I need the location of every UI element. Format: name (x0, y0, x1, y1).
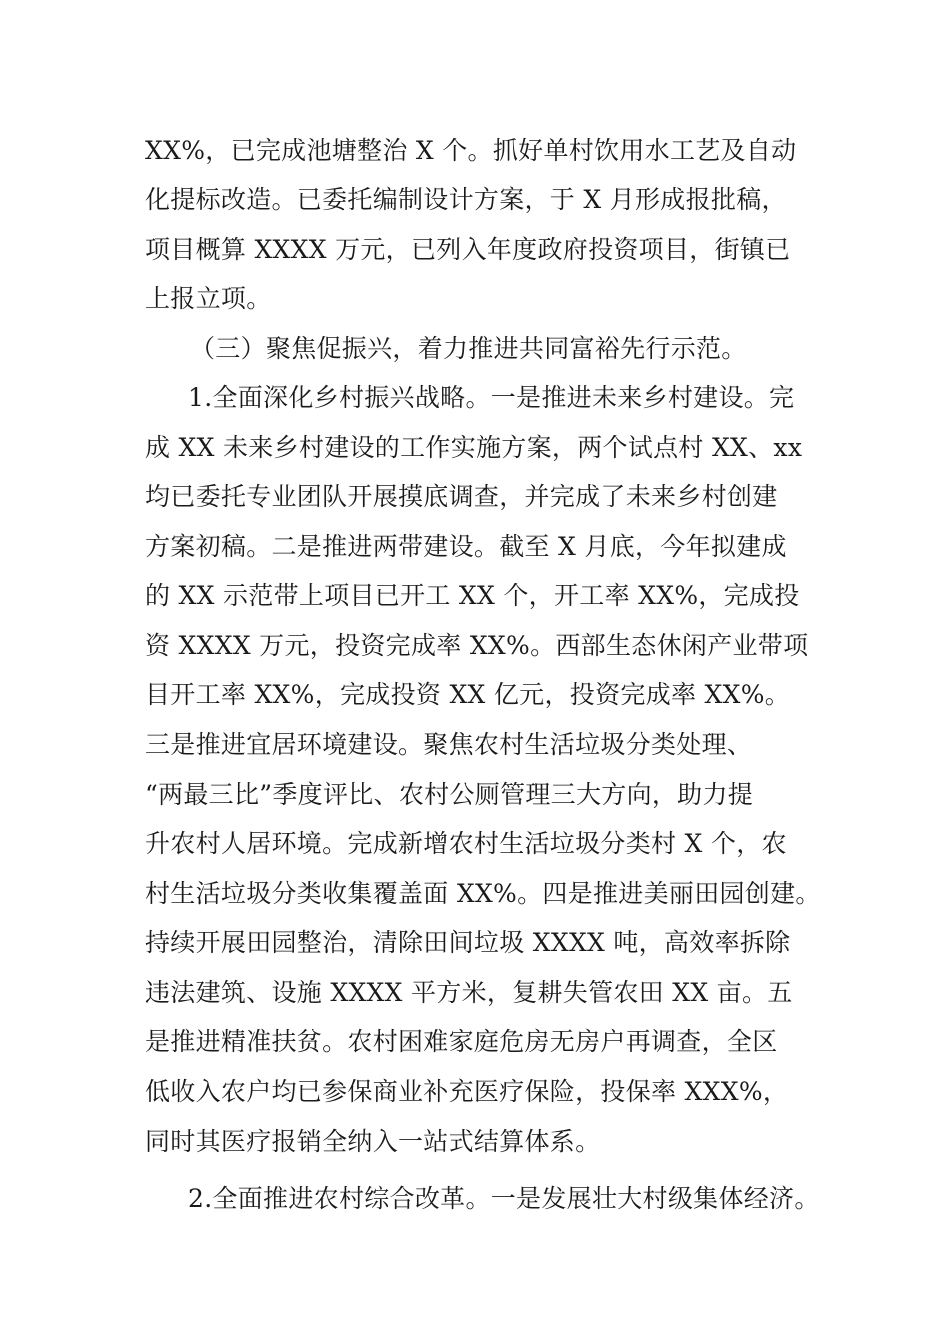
text-line: 持续开展田园整治，清除田间垃圾 XXXX 吨，高效率拆除 (145, 928, 791, 957)
text-line: 违法建筑、设施 XXXX 平方米，复耕失管农田 XX 亩。五 (145, 978, 793, 1007)
text-line: 成 XX 未来乡村建设的工作实施方案，两个试点村 XX、xx (145, 433, 803, 462)
text-line: 均已委托专业团队开展摸底调查，并完成了未来乡村创建 (145, 482, 778, 511)
text-line: “两最三比”季度评比、农村公厕管理三大方向，助力提 (145, 780, 754, 809)
text-line: 目开工率 XX%，完成投资 XX 亿元，投资完成率 XX%。 (145, 680, 791, 709)
text-line: XX%，已完成池塘整治 X 个。抓好单村饮用水工艺及自动 (145, 136, 797, 165)
subsection-heading: 1.全面深化乡村振兴战略。一是推进未来乡村建设。完 (188, 383, 795, 412)
text-line: 同时其医疗报销全纳入一站式结算体系。 (145, 1127, 601, 1156)
subsection-heading: 2.全面推进农村综合改革。一是发展壮大村级集体经济。 (188, 1184, 820, 1213)
text-line: 村生活垃圾分类收集覆盖面 XX%。四是推进美丽田园创建。 (145, 879, 821, 908)
text-line: 升农村人居环境。完成新增农村生活垃圾分类村 X 个，农 (145, 829, 787, 858)
text-line: 上报立项。 (145, 284, 272, 313)
section-heading: （三）聚焦促振兴，着力推进共同富裕先行示范。 (190, 334, 747, 363)
text-line: 是推进精准扶贫。农村困难家庭危房无房户再调查，全区 (145, 1027, 778, 1056)
text-line: 的 XX 示范带上项目已开工 XX 个，开工率 XX%，完成投 (145, 581, 800, 610)
text-line: 项目概算 XXXX 万元，已列入年度政府投资项目，街镇已 (145, 235, 791, 264)
text-line: 资 XXXX 万元，投资完成率 XX%。西部生态休闲产业带项 (145, 631, 809, 660)
text-line: 方案初稿。二是推进两带建设。截至 X 月底，今年拟建成 (145, 532, 787, 561)
text-line: 三是推进宜居环境建设。聚焦农村生活垃圾分类处理、 (145, 730, 753, 759)
text-line: 化提标改造。已委托编制设计方案，于 X 月形成报批稿， (145, 185, 787, 214)
text-line: 低收入农户均已参保商业补充医疗保险，投保率 XXX%， (145, 1077, 789, 1106)
